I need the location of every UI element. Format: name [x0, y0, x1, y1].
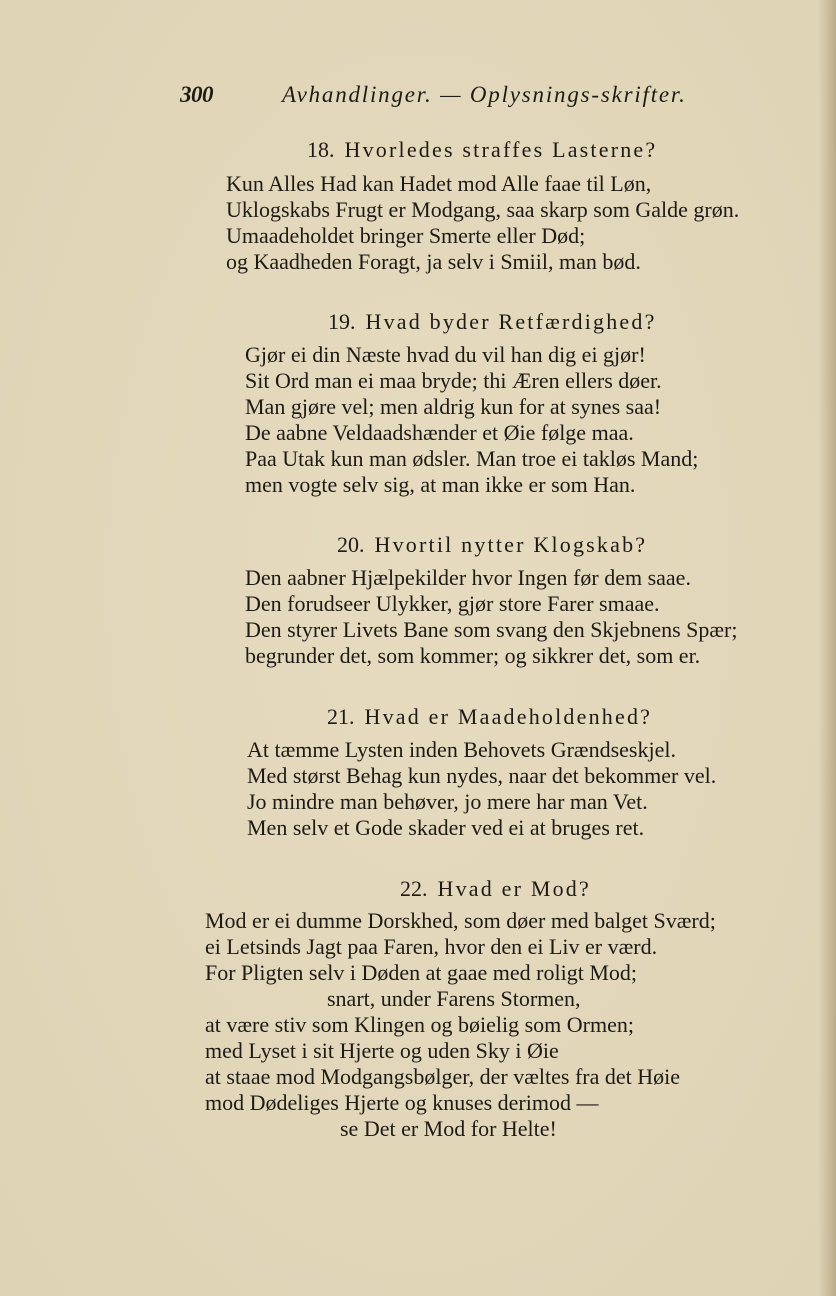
section-number: 21. [327, 704, 355, 729]
section-title: Hvad er Maadeholdenhed? [364, 704, 653, 729]
section-heading-21 [327, 704, 652, 730]
running-head [180, 82, 740, 116]
verse-22 [205, 908, 716, 1142]
section-title: Hvad er Mod? [437, 876, 591, 901]
page-edge-shadow [818, 0, 836, 1296]
verse-18 [226, 171, 739, 275]
verse-line: at staae mod Modgangsbølger, der væltes fra det Høie [205, 1064, 681, 1089]
verse-line: Gjør ei din Næste hvad du vil han dig ei gjør! [245, 342, 646, 367]
verse-line: Paa Utak kun man ødsler. Man troe ei takløs Mand; [245, 446, 699, 471]
verse-line: Mod er ei dumme Dorskhed, som døer med balget Sværd; [205, 908, 716, 933]
verse-line: Med størst Behag kun nydes, naar det bekommer vel. [247, 763, 717, 788]
section-heading-18 [307, 137, 657, 163]
verse-line: Uklogskabs Frugt er Modgang, saa skarp som Galde grøn. [226, 197, 740, 222]
verse-line: mod Dødeliges Hjerte og knuses derimod — [205, 1090, 599, 1115]
verse-19 [245, 342, 698, 498]
verse-line: Den aabner Hjælpekilder hvor Ingen før dem saae. [245, 565, 691, 590]
section-heading-20 [337, 532, 647, 558]
section-number: 22. [400, 876, 428, 901]
verse-line: ei Letsinds Jagt paa Faren, hvor den ei Liv er værd. [205, 934, 658, 959]
verse-line: Umaadeholdet bringer Smerte eller Død; [226, 223, 586, 248]
section-title: Hvortil nytter Klogskab? [374, 532, 648, 557]
verse-line: og Kaadheden Foragt, ja selv i Smiil, man bød. [226, 249, 641, 274]
section-number: 20. [337, 532, 365, 557]
section-number: 19. [328, 309, 356, 334]
verse-line: men vogte selv sig, at man ikke er som Han. [245, 472, 636, 497]
verse-line: For Pligten selv i Døden at gaae med roligt Mod; [205, 960, 637, 985]
running-head-title: Avhandlinger. — Oplysnings-skrifter. [282, 82, 687, 107]
section-title: Hvad byder Retfærdighed? [365, 309, 657, 334]
verse-line: snart, under Farens Stormen, [327, 986, 581, 1011]
verse-line: Den forudseer Ulykker, gjør store Farer smaae. [245, 591, 660, 616]
section-number: 18. [307, 137, 335, 162]
verse-line: Man gjøre vel; men aldrig kun for at synes saa! [245, 394, 662, 419]
section-heading-22 [400, 876, 591, 902]
section-title: Hvorledes straffes Lasterne? [344, 137, 658, 162]
page-number: 300 [180, 82, 213, 107]
verse-line: Men selv et Gode skader ved ei at bruges ret. [247, 815, 645, 840]
verse-line: De aabne Veldaadshænder et Øie følge maa. [245, 420, 634, 445]
verse-line: begrunder det, som kommer; og sikkrer det, som er. [245, 643, 701, 668]
verse-line: Sit Ord man ei maa bryde; thi Æren ellers døer. [245, 368, 662, 393]
verse-line: Jo mindre man behøver, jo mere har man Vet. [247, 789, 648, 814]
verse-line: med Lyset i sit Hjerte og uden Sky i Øie [205, 1038, 559, 1063]
verse-line: Kun Alles Had kan Hadet mod Alle faae til Løn, [226, 171, 652, 196]
verse-line: se Det er Mod for Helte! [340, 1116, 557, 1141]
verse-line: Den styrer Livets Bane som svang den Skjebnens Spær; [245, 617, 738, 642]
verse-line: at være stiv som Klingen og bøielig som Ormen; [205, 1012, 634, 1037]
section-heading-19 [328, 309, 657, 335]
verse-20 [245, 565, 738, 669]
verse-line: At tæmme Lysten inden Behovets Grændseskjel. [247, 737, 676, 762]
verse-21 [247, 737, 716, 841]
